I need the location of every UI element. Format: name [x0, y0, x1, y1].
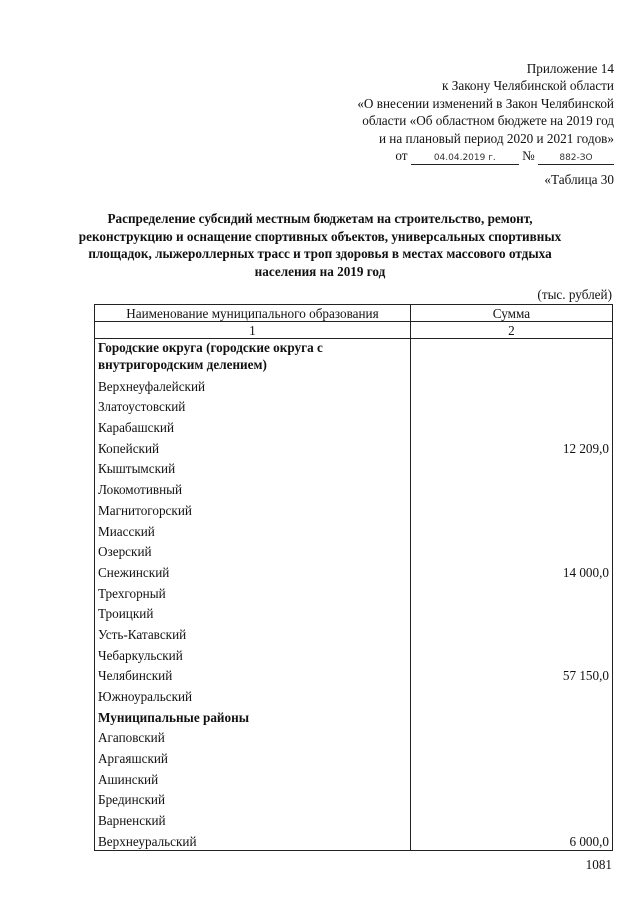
group-amount-cell [410, 339, 612, 375]
subsidy-amount [410, 622, 612, 643]
subsidy-amount: 57 150,0 [410, 664, 612, 685]
subsidy-amount [410, 808, 612, 829]
subsidy-amount [410, 602, 612, 623]
table-row [95, 477, 613, 498]
group-heading: Городские округа (городские округа с внутригородским делением) [95, 339, 411, 375]
municipality-name: Южноуральский [95, 684, 411, 705]
subsidy-amount [410, 498, 612, 519]
subsidy-table [94, 304, 613, 851]
appendix-line: Приложение 14 [526, 61, 614, 76]
municipality-name: Магнитогорский [95, 498, 411, 519]
units-label: (тыс. рублей) [537, 287, 612, 302]
subsidy-amount: 14 000,0 [410, 560, 612, 581]
number-label: № [522, 148, 535, 164]
table-row [95, 808, 613, 829]
municipality-name: Верхнеуральский [95, 829, 411, 850]
subsidy-amount [410, 767, 612, 788]
column-number: 1 [95, 322, 411, 339]
subsidy-amount [410, 581, 612, 602]
municipality-name: Копейский [95, 436, 411, 457]
municipality-name: Челябинский [95, 664, 411, 685]
subsidy-amount [410, 519, 612, 540]
table-row [95, 767, 613, 788]
table-row [95, 560, 613, 581]
table-row [95, 643, 613, 664]
column-number: 2 [410, 322, 612, 339]
municipality-name: Верхнеуфалейский [95, 374, 411, 395]
municipality-name: Карабашский [95, 415, 411, 436]
subsidy-amount [410, 746, 612, 767]
table-row [95, 746, 613, 767]
subsidy-amount [410, 415, 612, 436]
subsidy-amount: 12 209,0 [410, 436, 612, 457]
subsidy-amount [410, 788, 612, 809]
municipality-name: Озерский [95, 540, 411, 561]
page-number: 1081 [585, 857, 612, 872]
law-date-number-line [284, 147, 614, 165]
law-number: 882-ЗО [538, 152, 614, 165]
group-amount-cell [410, 705, 612, 726]
municipality-name: Варненский [95, 808, 411, 829]
subsidy-amount [410, 477, 612, 498]
appendix-header [284, 60, 614, 165]
table-row [95, 788, 613, 809]
table-row [95, 602, 613, 623]
municipality-name: Агаповский [95, 726, 411, 747]
group-row [95, 705, 613, 726]
municipality-name: Ашинский [95, 767, 411, 788]
group-heading: Муниципальные районы [95, 705, 411, 726]
table-row [95, 457, 613, 478]
municipality-name: Троицкий [95, 602, 411, 623]
appendix-line: и на плановый период 2020 и 2021 годов» [378, 130, 614, 146]
column-header-amount: Сумма [410, 305, 612, 322]
group-row [95, 339, 613, 375]
subsidy-amount [410, 395, 612, 416]
subsidy-amount [410, 457, 612, 478]
subsidy-amount [410, 540, 612, 561]
municipality-name: Кыштымский [95, 457, 411, 478]
from-label: от [395, 148, 408, 164]
table-row [95, 374, 613, 395]
appendix-line: к Закону Челябинской области [442, 78, 614, 94]
subsidy-amount: 6 000,0 [410, 829, 612, 850]
table-row [95, 581, 613, 602]
table-reference: «Таблица 30 [544, 172, 614, 187]
table-row [95, 395, 613, 416]
municipality-name: Усть-Катавский [95, 622, 411, 643]
municipality-name: Локомотивный [95, 477, 411, 498]
table-row [95, 664, 613, 685]
municipality-name: Трехгорный [95, 581, 411, 602]
subsidy-amount [410, 726, 612, 747]
municipality-name: Брединский [95, 788, 411, 809]
municipality-name: Снежинский [95, 560, 411, 581]
table-row [95, 829, 613, 850]
law-date: 04.04.2019 г. [411, 152, 519, 165]
table-row [95, 726, 613, 747]
municipality-name: Златоустовский [95, 395, 411, 416]
table-row [95, 622, 613, 643]
subsidy-amount [410, 374, 612, 395]
subsidy-amount [410, 643, 612, 664]
table-row [95, 436, 613, 457]
table-row [95, 498, 613, 519]
column-number-row [95, 322, 613, 339]
municipality-name: Чебаркульский [95, 643, 411, 664]
appendix-line: «О внесении изменений в Закон Челябинской [357, 95, 614, 111]
document-title: Распределение субсидий местным бюджетам на строительство, ремонт, реконструкцию и оснащение спортивных объектов, универсальных спортивных площадок, лыжероллерных трасс и троп здоровья в местах массового отдыха населения на 2019 год [78, 211, 562, 279]
appendix-line: области «Об областном бюджете на 2019 год [362, 113, 614, 129]
municipality-name: Миасский [95, 519, 411, 540]
municipality-name: Аргаяшский [95, 746, 411, 767]
table-row [95, 415, 613, 436]
table-row [95, 519, 613, 540]
table-row [95, 684, 613, 705]
table-header-row [95, 305, 613, 322]
subsidy-amount [410, 684, 612, 705]
column-header-name: Наименование муниципального образования [95, 305, 411, 322]
table-row [95, 540, 613, 561]
